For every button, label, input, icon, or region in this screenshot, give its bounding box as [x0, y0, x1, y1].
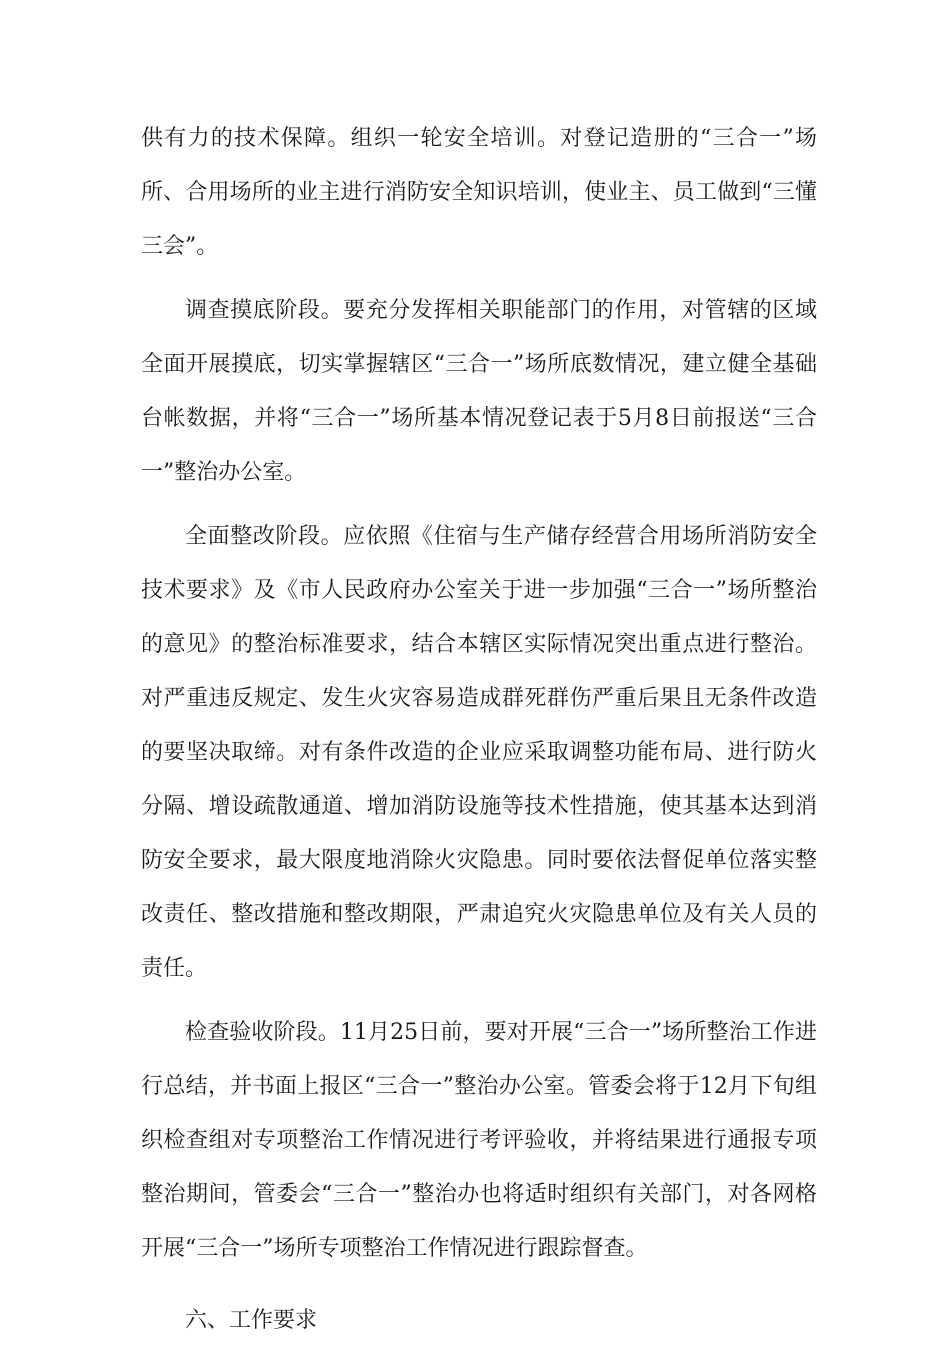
document-body — [141, 112, 817, 1348]
paragraph-continuation: 供有力的技术保障。组织一轮安全培训。对登记造册的“三合一”场所、合用场所的业主进行消防安全知识培训，使业主、员工做到“三懂三会”。 — [141, 126, 817, 259]
paragraph-rectification-stage: 全面整改阶段。应依照《住宿与生产储存经营合用场所消防安全技术要求》及《市人民政府办公室关于进一步加强“三合一”场所整治的意见》的整治标准要求，结合本辖区实际情况突出重点进行整治。对严重违反规定、发生火灾容易造成群死群伤严重后果且无条件改造的要坚决取缔。对有条件改造的企业应采取调整功能布局、进行防火分隔、增设疏散通道、增加消防设施等技术性措施，使其基本达到消防安全要求，最大限度地消除火灾隐患。同时要依法督促单位落实整改责任、整改措施和整改期限，严肃追究火灾隐患单位及有关人员的责任。 — [141, 524, 817, 981]
paragraph-inspection-stage: 检查验收阶段。11月25日前，要对开展“三合一”场所整治工作进行总结，并书面上报区“三合一”整治办公室。管委会将于12月下旬组织检查组对专项整治工作情况进行考评验收，并将结果进行通报专项整治期间，管委会“三合一”整治办也将适时组织有关部门，对各网格开展“三合一”场所专项整治工作情况进行跟踪督查。 — [141, 1020, 817, 1261]
paragraph-survey-stage: 调查摸底阶段。要充分发挥相关职能部门的作用，对管辖的区域全面开展摸底，切实掌握辖区“三合一”场所底数情况，建立健全基础台帐数据，并将“三合一”场所基本情况登记表于5月8日前报送“三合一”整治办公室。 — [141, 298, 817, 485]
section-heading: 六、工作要求 — [185, 1308, 318, 1333]
